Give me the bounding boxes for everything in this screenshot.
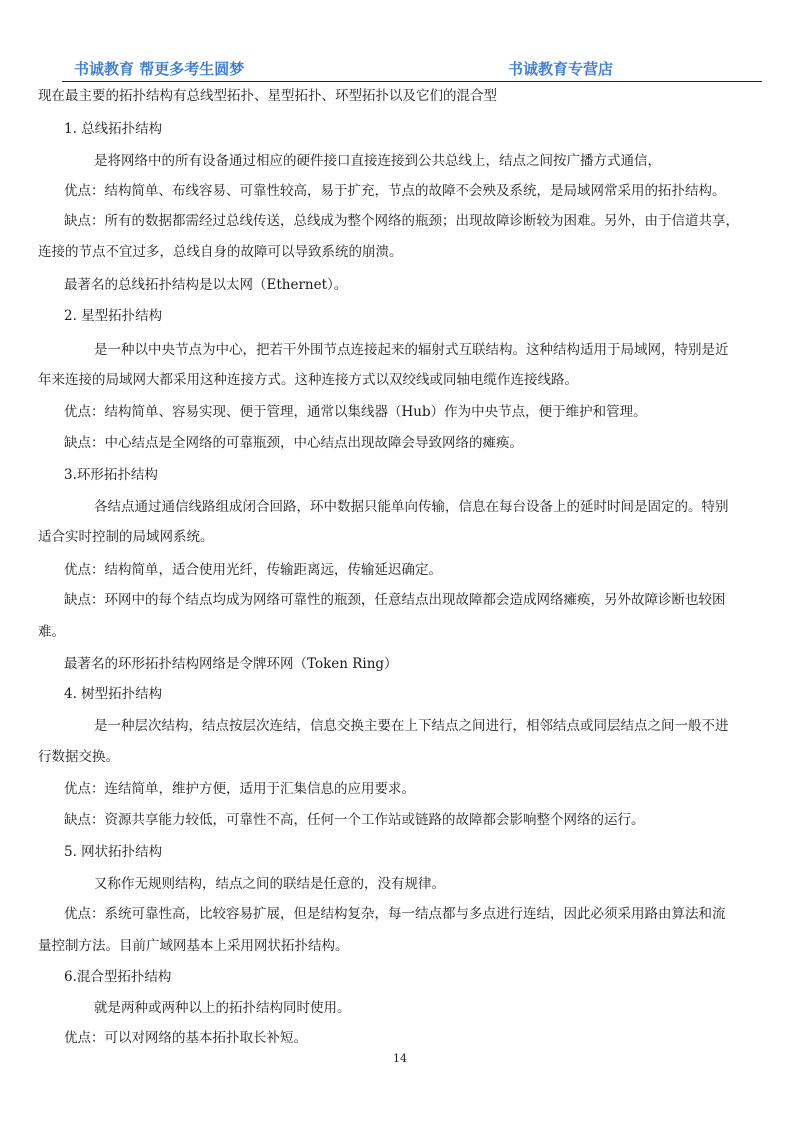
page-header [62,56,762,80]
paragraph-line: 最著名的环形拓扑结构网络是令牌环网（Token Ring） [64,656,398,672]
paragraph-line: 优点：连结简单，维护方便，适用于汇集信息的应用要求。 [64,781,415,797]
page-number: 14 [393,1052,407,1065]
paragraph-line: 行数据交换。 [38,749,119,765]
section-heading-bus: 1. 总线拓扑结构 [64,121,163,137]
paragraph-line: 缺点：所有的数据都需经过总线传送，总线成为整个网络的瓶颈；出现故障诊断较为困难。另外，由于信道共享， [64,213,739,229]
paragraph-line: 就是两种或两种以上的拓扑结构同时使用。 [94,1000,351,1016]
paragraph-line: 优点：可以对网络的基本拓扑取长补短。 [64,1030,307,1046]
section-heading-hybrid: 6.混合型拓扑结构 [64,969,172,985]
paragraph-line: 又称作无规则结构，结点之间的联结是任意的，没有规律。 [94,876,445,892]
paragraph-line: 最著名的总线拓扑结构是以太网（Ethernet）。 [64,277,348,293]
paragraph-line: 缺点：环网中的每个结点均成为网络可靠性的瓶颈，任意结点出现故障都会造成网络瘫痪，另外故障诊断也较困 [64,592,726,608]
section-heading-ring: 3.环形拓扑结构 [64,467,158,483]
paragraph-line: 优点：结构简单、布线容易、可靠性较高，易于扩充，节点的故障不会殃及系统，是局域网常采用的拓扑结构。 [64,183,726,199]
paragraph-line: 适合实时控制的局域网系统。 [38,529,214,545]
header-right-store: 书诚教育专营店 [508,60,614,78]
paragraph-line: 是一种层次结构，结点按层次连结，信息交换主要在上下结点之间进行，相邻结点或同层结点之间一般不进 [94,718,729,734]
paragraph-line: 优点：结构简单、容易实现、便于管理，通常以集线器（Hub）作为中央节点，便于维护和管理。 [64,404,647,420]
header-rule [62,81,762,82]
paragraph-line: 年来连接的局域网大都采用这种连接方式。这种连接方式以双绞线或同轴电缆作连接线路。 [38,372,578,388]
intro-line: 现在最主要的拓扑结构有总线型拓扑、星型拓扑、环型拓扑以及它们的混合型 [38,88,497,104]
paragraph-line: 优点：系统可靠性高，比较容易扩展，但是结构复杂，每一结点都与多点进行连结，因此必须采用路由算法和流 [64,906,726,922]
section-heading-mesh: 5. 网状拓扑结构 [64,844,163,860]
paragraph-line: 缺点：资源共享能力较低，可靠性不高，任何一个工作站或链路的故障都会影响整个网络的运行。 [64,812,645,828]
paragraph-line: 难。 [38,624,65,640]
paragraph-line: 优点：结构简单，适合使用光纤，传输距离远，传输延迟确定。 [64,562,442,578]
section-heading-tree: 4. 树型拓扑结构 [64,686,163,702]
paragraph-line: 量控制方法。目前广域网基本上采用网状拓扑结构。 [38,938,349,954]
paragraph-line: 是一种以中央节点为中心，把若干外围节点连接起来的辐射式互联结构。这种结构适用于局域网，特别是近 [94,342,729,358]
section-heading-star: 2. 星型拓扑结构 [64,308,163,324]
paragraph-line: 是将网络中的所有设备通过相应的硬件接口直接连接到公共总线上，结点之间按广播方式通信， [94,153,661,169]
header-left-slogan: 书诚教育 帮更多考生圆梦 [74,60,245,78]
paragraph-line: 缺点：中心结点是全网络的可靠瓶颈，中心结点出现故障会导致网络的瘫痪。 [64,435,523,451]
paragraph-line: 连接的节点不宜过多，总线自身的故障可以导致系统的崩溃。 [38,244,403,260]
paragraph-line: 各结点通过通信线路组成闭合回路，环中数据只能单向传输，信息在每台设备上的延时时间是固定的。特别 [94,499,729,515]
